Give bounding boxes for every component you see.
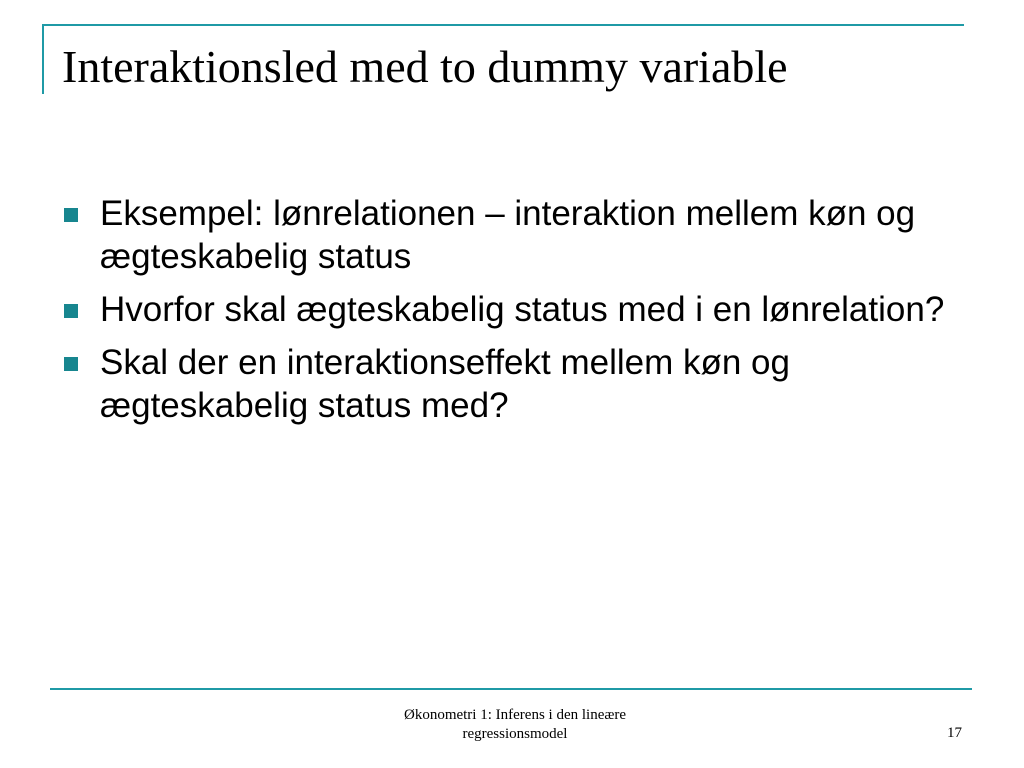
square-bullet-icon bbox=[64, 208, 78, 222]
bullet-text: Hvorfor skal ægteskabelig status med i en lønrelation? bbox=[100, 290, 945, 329]
square-bullet-icon bbox=[64, 357, 78, 371]
title-left-rule bbox=[42, 24, 44, 94]
footer-rule bbox=[50, 688, 972, 690]
footer-line-2: regressionsmodel bbox=[462, 726, 568, 742]
footer-line-1: Økonometri 1: Inferens i den lineære bbox=[403, 707, 627, 723]
slide-title: Interaktionsled med to dummy variable bbox=[62, 41, 788, 92]
bullet-item bbox=[62, 341, 962, 427]
bullet-text: Skal der en interaktionseffekt mellem køn og ægteskabelig status med? bbox=[100, 343, 790, 425]
page-number: 17 bbox=[947, 725, 962, 741]
title-top-rule bbox=[42, 24, 964, 26]
bullet-list bbox=[62, 192, 962, 437]
bullet-item bbox=[62, 288, 962, 331]
footer-caption bbox=[350, 706, 680, 744]
square-bullet-icon bbox=[64, 304, 78, 318]
bullet-item bbox=[62, 192, 962, 278]
bullet-text: Eksempel: lønrelationen – interaktion mellem køn og ægteskabelig status bbox=[100, 194, 916, 276]
